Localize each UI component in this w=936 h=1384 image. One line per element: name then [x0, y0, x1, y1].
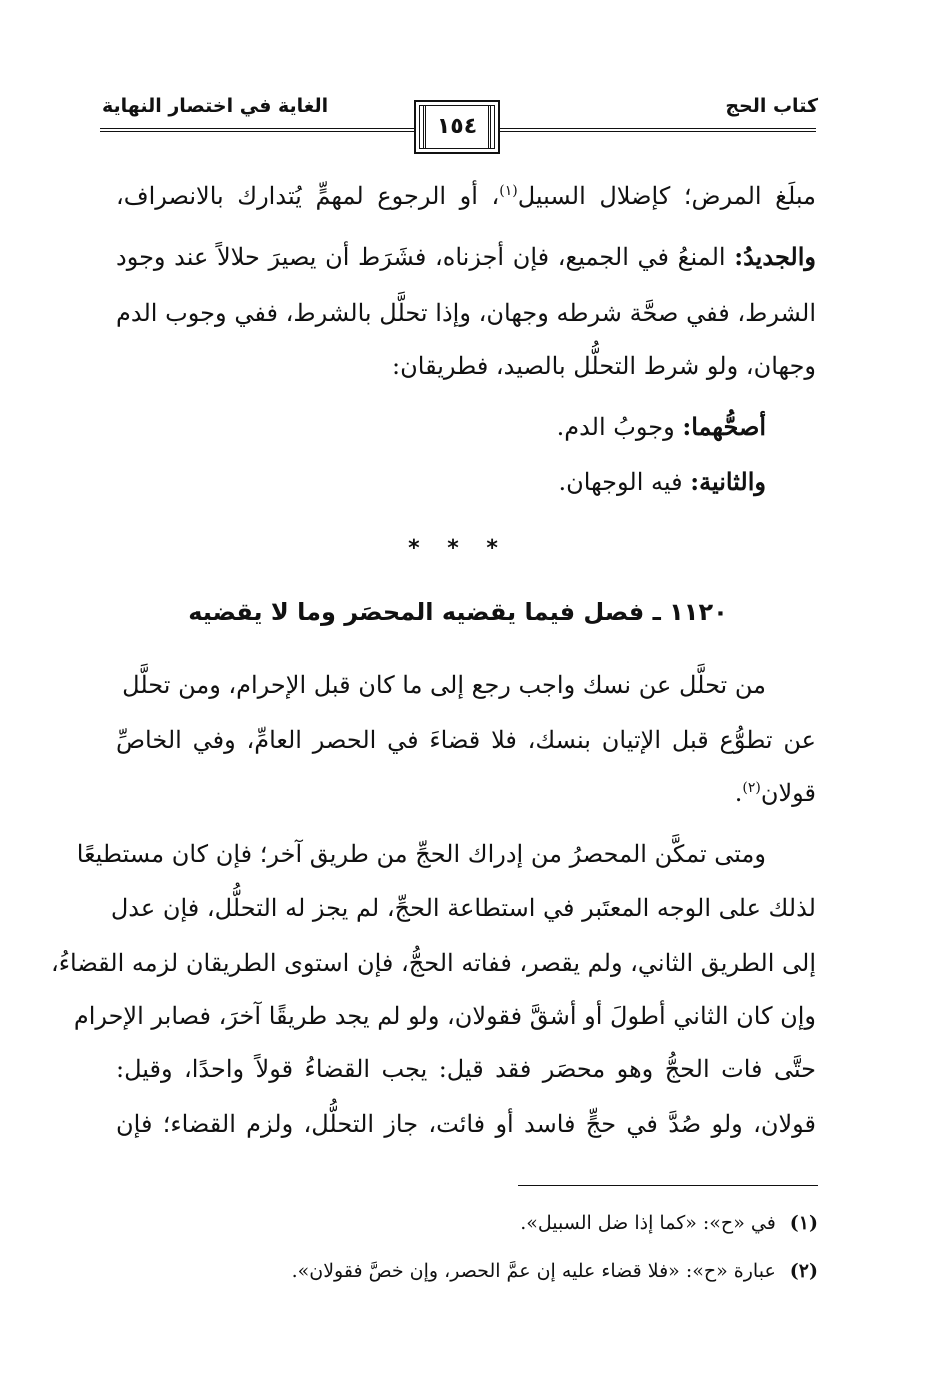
text-line-2: والجديدُ: المنعُ في الجميع، فإن أجزناه، فشَرَط أن يصيرَ حلالاً عند وجود [116, 242, 816, 271]
text-line-1: مبلَغ المرض؛ كإضلال السبيل$^{(١)}$، أو الرجوع لمهمٍّ يُتدارك بالانصراف، [116, 182, 816, 210]
section-heading: ١١٢٠ ـ فصل فيما يقضيه المحصَر وما لا يقضيه [188, 598, 728, 626]
footnote-2: (٢)عبارة «ح»: «فلا قضاء عليه إن عمَّ الحصر، وإن خصَّ فقولان». [291, 1260, 818, 1282]
section-separator: * * * [408, 536, 508, 561]
text-line-6: والثانية: فيه الوجهان. [558, 467, 766, 496]
running-header-section: كتاب الحج [725, 95, 818, 117]
para2-line-4: وإن كان الثاني أطولَ أو أشقَّ فقولان، ولو لم يجد طريقًا آخرَ، فصابر الإحرام [73, 1002, 816, 1030]
para2-line-5: حتَّى فات الحجُّ وهو محصَر فقد قيل: يجب القضاءُ قولاً واحدًا، وقيل: [116, 1055, 816, 1083]
text-line-3: الشرط، ففي صحَّة شرطه وجهان، وإذا تحلَّل بالشرط، ففي وجوب الدم [116, 299, 816, 327]
para1-line-2: عن تطوُّع قبل الإتيان بنسك، فلا قضاءَ في الحصر العامِّ، وفي الخاصِّ [116, 726, 816, 754]
footnote-rule [518, 1185, 818, 1186]
para2-line-2: لذلك على الوجه المعتَبر في استطاعة الحجِّ، لم يجز له التحلُّل، فإن عدل [110, 894, 816, 922]
text-line-4: وجهان، ولو شرط التحلُّل بالصيد، فطريقان: [392, 352, 816, 380]
page-number: ١٥٤ [436, 114, 478, 139]
footnote-ref-2: (٢) [742, 780, 761, 796]
text-line-5: أصحُّهما: وجوبُ الدم. [556, 412, 766, 441]
page-number-frame [414, 100, 500, 154]
para1-line-1: من تحلَّل عن نسك واجب رجع إلى ما كان قبل الإحرام، ومن تحلَّل [122, 671, 766, 699]
term-ashah: أصحُّهما: [682, 412, 766, 441]
term-thaniya: والثانية: [690, 467, 766, 496]
footnote-1: (١)في «ح»: «كما إذا ضل السبيل». [520, 1212, 818, 1234]
para2-line-1: ومتى تمكَّن المحصرُ من إدراك الحجِّ من طريق آخر؛ فإن كان مستطيعًا [76, 840, 766, 868]
term-jadid: والجديدُ: [734, 242, 816, 271]
running-header-title: الغاية في اختصار النهاية [102, 95, 329, 117]
para2-line-3: إلى الطريق الثاني، ولم يقصر، ففاته الحجُّ، فإن استوى الطريقان لزمه القضاءُ، [51, 949, 816, 977]
footnote-ref-1: (١) [499, 183, 518, 199]
para2-line-6: قولان، ولو صُدَّ في حجٍّ فاسد أو فائت، جاز التحلُّل، ولزم القضاء؛ فإن [116, 1110, 816, 1138]
para1-line-3: قولان$^{(٢)}$. [734, 779, 816, 807]
